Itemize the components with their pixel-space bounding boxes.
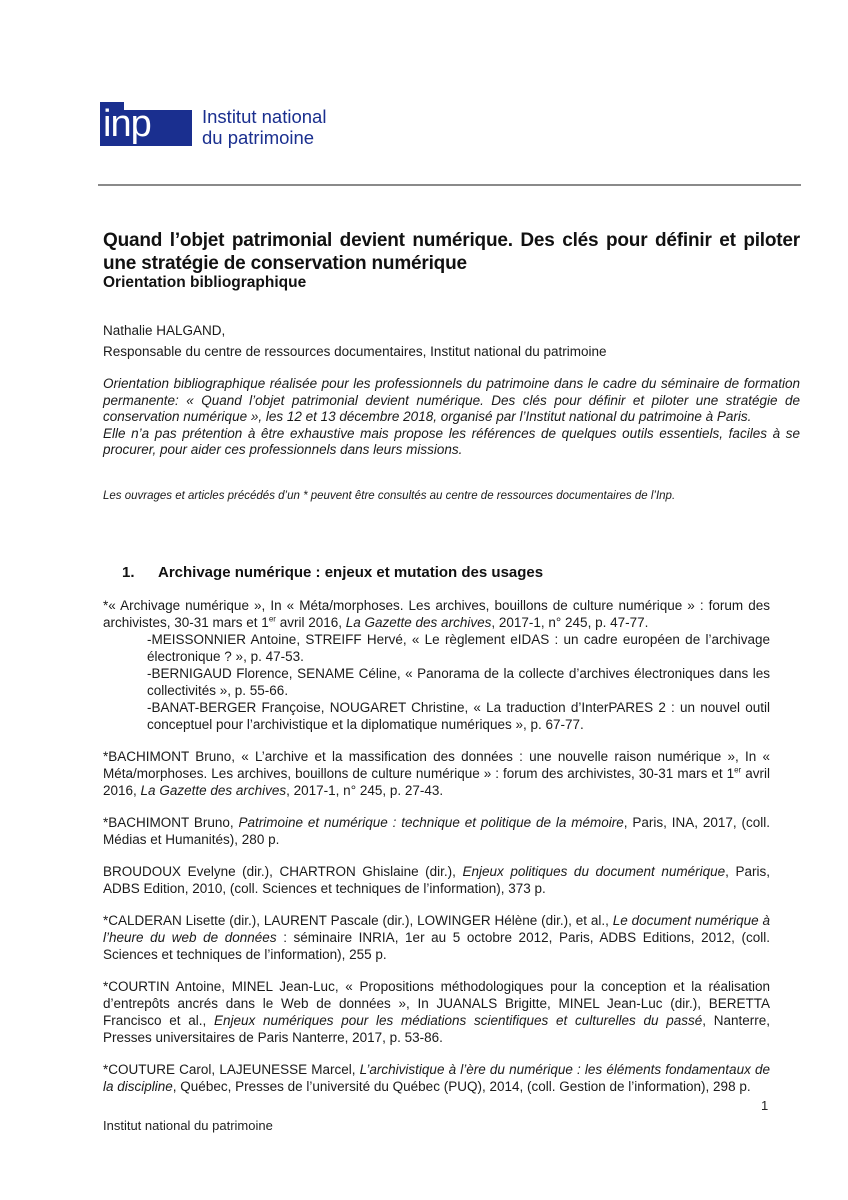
footer-text: Institut national du patrimoine — [103, 1118, 273, 1133]
reference-title: Le document numérique à l’heure du web de données — [103, 913, 771, 945]
reference-text: *« Archivage numérique », In « Méta/morphoses. Les archives, bouillons de culture numérique » : forum des archivistes, 30-31 mars et 1 — [103, 598, 770, 630]
reference-author: *COURTIN Antoine, MINEL Jean-Luc, « Propositions méthodologiques pour la conception et la réalisation d’entrepôts ancrés dans le Web de données », In JUANALS Brigitte, MINEL Jean-Luc (dir.), BERETTA Francisco et al., — [103, 979, 770, 1028]
superscript: er — [268, 614, 276, 624]
reference-text: , Nanterre, Presses universitaires de Paris Nanterre, 2017, p. 53-86. — [103, 1013, 770, 1045]
header-divider — [98, 184, 801, 186]
section-heading — [122, 564, 543, 581]
reference-text: , 2017-1, n° 245, p. 47-77. — [491, 615, 649, 630]
author-name: Nathalie HALGAND, — [103, 323, 226, 338]
sub-reference: -MEISSONNIER Antoine, STREIFF Hervé, « Le règlement eIDAS : un cadre européen de l’archivage électronique ? », p. 47-53. — [147, 632, 770, 664]
reference-text: , Paris, INA, 2017, (coll. Médias et Humanités), 280 p. — [103, 815, 770, 847]
reference-author: BROUDOUX Evelyne (dir.), CHARTRON Ghislaine (dir.), — [103, 864, 463, 879]
reference-title: Enjeux politiques du document numérique — [462, 864, 726, 879]
reference-title: L’archivistique à l’ère du numérique : les éléments fondamentaux de la discipline — [103, 1062, 770, 1094]
sub-reference: -BERNIGAUD Florence, SENAME Céline, « Panorama de la collecte d’archives électroniques dans les collectivités », p. 55-66. — [147, 666, 770, 698]
page-number: 1 — [761, 1098, 769, 1113]
reference-item — [103, 1061, 770, 1095]
organization-name — [202, 106, 326, 148]
reference-text: avril 2016, — [275, 615, 346, 630]
reference-item — [103, 912, 770, 963]
author-role: Responsable du centre de ressources documentaires, Institut national du patrimoine — [103, 344, 607, 359]
reference-text: avril 2016, — [103, 766, 770, 798]
reference-list — [103, 597, 770, 1110]
logo-text: inp — [103, 103, 151, 145]
reference-text: , Paris, ADBS Edition, 2010, (coll. Sciences et techniques de l’information), 373 p. — [103, 864, 770, 896]
reference-author: *COUTURE Carol, LAJEUNESSE Marcel, — [103, 1062, 360, 1077]
reference-author: *BACHIMONT Bruno, — [103, 815, 239, 830]
reference-title: Patrimoine et numérique : technique et politique de la mémoire — [238, 815, 624, 830]
reference-text: : séminaire INRIA, 1er au 5 octobre 2012, Paris, ADBS Editions, 2012, (coll. Sciences et techniques de l’information), 255 p. — [103, 930, 770, 962]
organization-name-line1: Institut national — [202, 106, 327, 127]
document-subtitle: Orientation bibliographique — [103, 274, 307, 291]
document-title: Quand l’objet patrimonial devient numérique. Des clés pour définir et piloter une stratégie de conservation numérique — [103, 230, 800, 274]
reference-item — [103, 978, 770, 1046]
superscript: er — [734, 765, 742, 775]
reference-text: , 2017-1, n° 245, p. 27-43. — [286, 783, 444, 798]
asterisk-note: Les ouvrages et articles précédés d’un * peuvent être consultés au centre de ressources documentaires de l’Inp. — [103, 490, 676, 502]
reference-item — [103, 863, 770, 897]
reference-item — [103, 597, 770, 733]
section-title: Archivage numérique : enjeux et mutation des usages — [158, 564, 544, 581]
intro-paragraph-2: Elle n’a pas prétention à être exhaustive mais propose les références de quelques outils essentiels, faciles à se procurer, pour aider ces professionnels dans leurs missions. — [103, 425, 800, 457]
reference-journal: La Gazette des archives — [345, 615, 492, 630]
section-number: 1. — [122, 564, 135, 581]
reference-title: Enjeux numériques pour les médiations scientifiques et culturelles du passé — [213, 1013, 703, 1028]
reference-author: *CALDERAN Lisette (dir.), LAURENT Pascale (dir.), LOWINGER Hélène (dir.), et al., — [103, 913, 613, 928]
sub-reference: -BANAT-BERGER Françoise, NOUGARET Christine, « La traduction d’InterPARES 2 : un nouvel outil conceptuel pour l’archivistique et la diplomatique numériques », p. 67-77. — [147, 700, 770, 732]
intro-paragraph-1: Orientation bibliographique réalisée pour les professionnels du patrimoine dans le cadre du séminaire de formation permanente: « Quand l’objet patrimonial devient numérique. Des clés pour définir et piloter une stratégie de conservation numérique », les 12 et 13 décembre 2018, organisé par l’Institut national du patrimoine à Paris. — [103, 376, 800, 424]
inp-logo — [100, 102, 326, 148]
logo-mark — [100, 102, 192, 146]
reference-item — [103, 814, 770, 848]
author-block — [103, 320, 607, 362]
organization-name-line2: du patrimoine — [202, 127, 315, 148]
introduction — [103, 376, 800, 459]
reference-journal: La Gazette des archives — [140, 783, 287, 798]
reference-text: *BACHIMONT Bruno, « L’archive et la massification des données : une nouvelle raison numérique », In « Méta/morphoses. Les archives, bouillons de culture numérique » : forum des archivistes, 30-31 mars et 1 — [103, 749, 770, 781]
reference-text: , Québec, Presses de l’université du Québec (PUQ), 2014, (coll. Gestion de l’information), 298 p. — [172, 1079, 751, 1094]
reference-item — [103, 748, 770, 799]
